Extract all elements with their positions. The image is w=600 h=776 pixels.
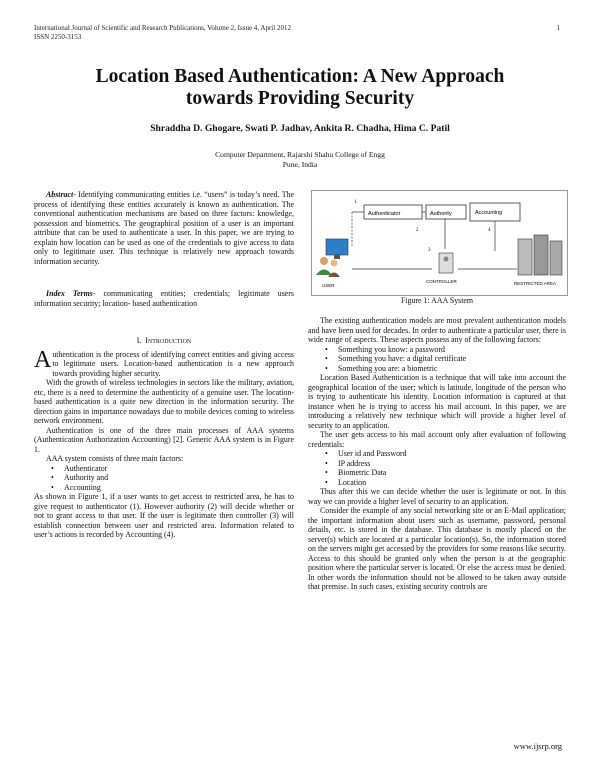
figure-aaa-system xyxy=(311,190,568,296)
list-item: • Location xyxy=(338,478,566,488)
list-item: • Biometric Data xyxy=(338,468,566,478)
computer-monitor-icon xyxy=(326,239,348,255)
abstract-label: Abstract xyxy=(46,190,74,199)
restricted-label: RESTRICTED AREA xyxy=(514,281,557,286)
server-icon xyxy=(518,239,532,275)
index-terms xyxy=(34,289,294,308)
list-item: • Authenticator xyxy=(64,464,294,474)
intro-paragraph-1: uthentication is the process of identifying correct entities and giving access to legitimate users. Location-based authentication is a new approach towards providing higher security. xyxy=(52,349,294,378)
intro-paragraph-4: AAA system consists of three main factors: xyxy=(46,454,184,463)
credentials-list xyxy=(308,449,566,487)
right-paragraph-4: Thus after this we can decide whether the user is legitimate or not. In this way we can provide a higher level of security to an application. xyxy=(308,487,566,506)
page-number: 1 xyxy=(556,24,560,32)
user-head-icon xyxy=(320,257,328,265)
affiliation-line-1: Computer Department, Rajarshi Shahu College of Engg xyxy=(215,150,385,159)
right-paragraph-2: Location Based Authentication is a technique that will take into account the geographical location of the user; which is latitude, longitude of the person who is trying to authenticate his identity. Location information is captured at that instance when he is trying to access his mail account. In this paper, we are introducing a relatively new technique which will provide a higher level of security to an application. xyxy=(308,373,566,430)
list-item: • Something you know: a password xyxy=(338,345,566,355)
issn: ISSN 2250-3153 xyxy=(34,33,82,41)
figure-caption: Figure 1: AAA System xyxy=(400,296,474,305)
controller-label: CONTROLLER xyxy=(426,279,457,284)
journal-header xyxy=(34,24,291,42)
server-icon xyxy=(534,235,548,275)
right-paragraph-1: The existing authentication models are most prevalent authentication models and have been used for decades. In order to authenticate a particular user, there is wide range of aspects. These aspects possess any of the following factors: xyxy=(308,316,566,344)
intro-paragraph-3: Authentication is one of the three main processes of AAA systems (Authentication Authorization Accounting) [2]. Generic AAA system is in Figure 1. xyxy=(34,425,294,454)
index-terms-label: Index Terms xyxy=(46,289,93,298)
title-line-2: towards Providing Security xyxy=(185,88,415,109)
server-icon xyxy=(550,241,562,275)
list-item: • Something you are: a biometric xyxy=(338,364,566,374)
user-body-icon xyxy=(316,270,332,276)
step-3: 3 xyxy=(428,248,431,253)
auth-factors-list xyxy=(308,345,566,374)
authenticator-label: Authenticator xyxy=(368,211,401,217)
list-item: • User id and Password xyxy=(338,449,566,459)
paper-title xyxy=(40,66,560,110)
right-column xyxy=(308,316,566,592)
list-item: • IP address xyxy=(338,459,566,469)
step-4: 4 xyxy=(488,228,491,233)
abstract-text: - Identifying communicating entities i.e. “users” is today’s need. The process of identifying these entities accurately is known as authentication. The conventional authentication mechanisms are based on three factors: knowledge, possession and biometrics. The geographical position of a user is an important attribute that can be used to authenticate a user. In this paper, we are trying to explain how location can be used as one of the credentials to give access to data only to legitimate user. This technique is relatively new approach towards information security. xyxy=(34,190,294,266)
accounting-label: Accounting xyxy=(475,210,503,216)
list-item: • Authority and xyxy=(64,473,294,483)
abstract xyxy=(34,190,294,266)
list-item: • Something you have: a digital certificate xyxy=(338,354,566,364)
right-paragraph-5: Consider the example of any social networking site or an E-Mail application; the important information about users such as username, password, personal details, etc. is stored in the database. This database is mostly placed on the server(s) which are located at a particular location(s). So, the information stored on the servers might get accessed by the providers for some reasons like security. Access to this should be granted only when the person is at the geographic position where the particular server is located. Or else the access must be denied. In other words the information should not be allowed to be taken away outside that premise. In such cases, existing security controls are xyxy=(308,506,566,591)
drop-cap: A xyxy=(34,346,52,373)
authority-label: Authority xyxy=(430,211,452,217)
journal-name: International Journal of Scientific and Research Publications, Volume 2, Issue 4, April 2012 xyxy=(34,24,291,32)
right-paragraph-3: The user gets access to his mail account only after evaluation of following credentials: xyxy=(308,430,566,449)
intro-paragraph-5: As shown in Figure 1, if a user wants to get access to restricted area, he has to give request to authenticator (1). However authority (2) will decide whether or not to grant access to that user. If the user is legitimate then controller (3) will establish connection between user and restricted area. Information related to user’s actions is recorded by Accounting (4). xyxy=(34,492,294,539)
controller-icon xyxy=(439,253,453,273)
aaa-factors-list xyxy=(34,464,294,493)
title-line-1: Location Based Authentication: A New Approach xyxy=(95,66,505,87)
intro-paragraph-2: With the growth of wireless technologies in sectors like the military, aviation, etc, there is a need to determine the authenticity of a genuine user. The location-based authentication is a quite new direction in the information security. The direction gains in importance nowadays due to mobile devices coming to wireless network environment. xyxy=(34,378,294,425)
user2-head-icon xyxy=(331,260,338,267)
affiliation xyxy=(40,150,560,169)
aaa-diagram xyxy=(312,191,567,295)
authors: Shraddha D. Ghogare, Swati P. Jadhav, Ankita R. Chadha, Hima C. Patil xyxy=(150,123,450,134)
footer-url[interactable]: www.ijsrp.org xyxy=(513,741,562,751)
list-item: • Accounting xyxy=(64,483,294,493)
index-terms-text: - communicating entities; credentials; legitimate users information security; location- based authentication xyxy=(34,289,295,308)
section-introduction xyxy=(34,336,294,540)
affiliation-line-2: Pune, India xyxy=(282,159,318,169)
computer-stand-icon xyxy=(334,255,340,259)
step-2: 2 xyxy=(416,228,419,233)
controller-knob-icon xyxy=(444,257,449,262)
user-label: USER xyxy=(322,283,335,288)
section-heading: I. Introduction xyxy=(136,336,192,345)
step-1: 1 xyxy=(354,200,357,205)
